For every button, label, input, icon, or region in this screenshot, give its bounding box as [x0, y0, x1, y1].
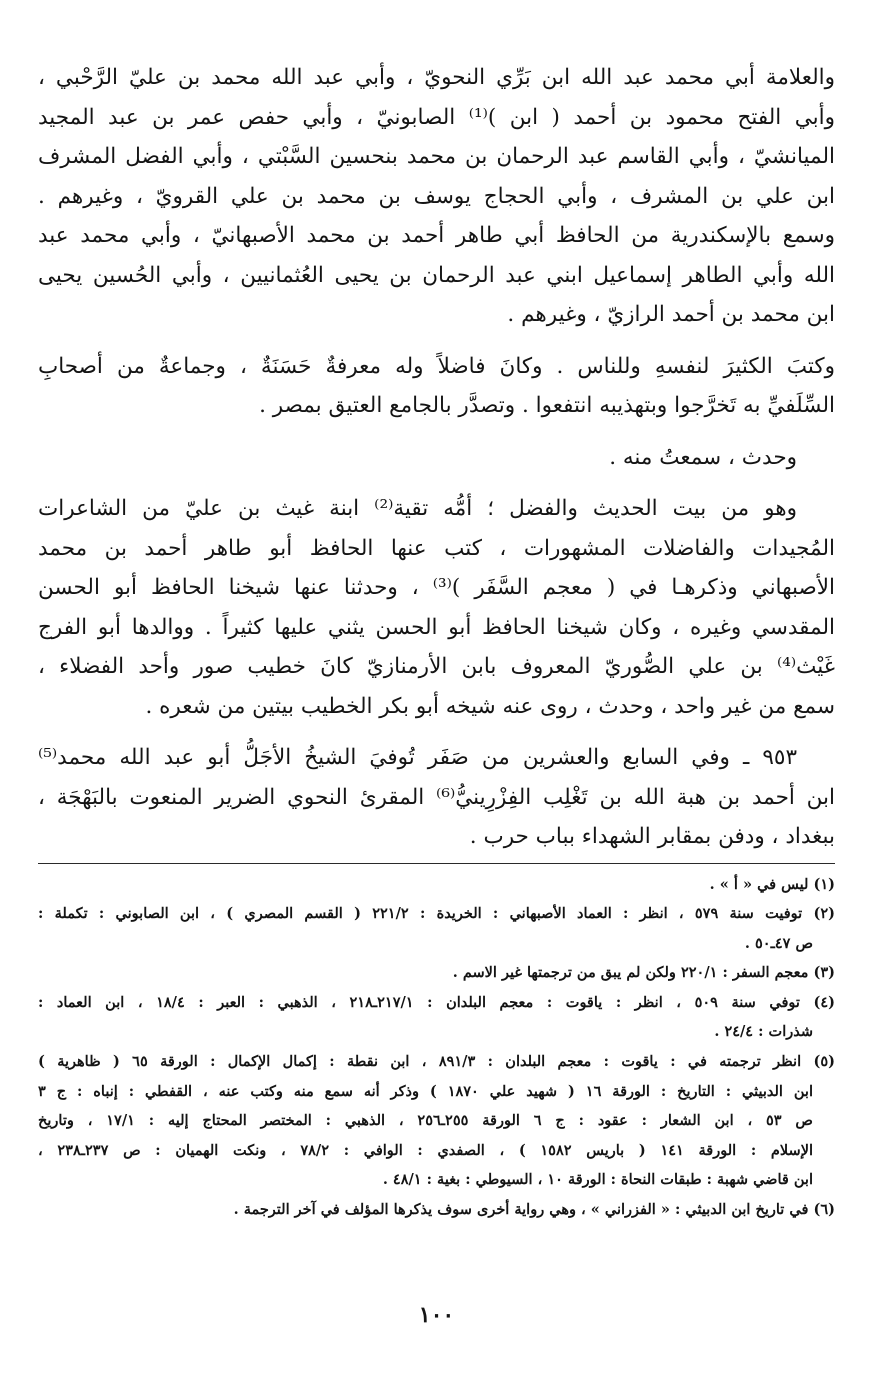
entry-heading-line: ٩٥٣ ـ وفي السابع والعشرين من صَفَر تُوفيَ الشيخُ الأجَلُّ أبو عبد الله محمد⁽⁵⁾ [38, 745, 797, 770]
text-line: المقدسي وغيره ، وكان شيخنا الحافظ أبو الحسن يثني عليها كثيراً . ووالدها أبو الفرج [38, 614, 835, 640]
footnote-continuation: الإسلام : الورقة ١٤١ ( باريس ١٥٨٢ ) ، الصفدي : الوافي : ٧٨/٢ ، ونكت الهميان : ص ٢٣٧ـ٢٣٨ ، [38, 1141, 813, 1159]
text-line: وحدث ، سمعتُ منه . [609, 444, 797, 470]
text-line: ببغداد ، ودفن بمقابر الشهداء بباب حرب . [469, 824, 835, 849]
text-line: الميانشيّ ، وأبي القاسم عبد الرحمان بن محمد بنحسين السَّبْتي ، وأبي الفضل المشرف [38, 144, 835, 169]
footnote-divider [38, 863, 835, 864]
text-line: السِّلَفيِّ به تَخرَّجوا وبتهذيبه انتفعوا . وتصدَّر بالجامع العتيق بمصر . [259, 393, 835, 418]
footnote: (٦) في تاريخ ابن الدبيثي : « الفزراني » ، وهي رواية أخرى سوف يذكرها المؤلف في آخر الترجمة . [233, 1201, 835, 1219]
footnote: (١) ليس في « أ » . [709, 875, 835, 893]
footnote: (٥) انظر ترجمته في : ياقوت : معجم البلدان : ٨٩١/٣ ، ابن نقطة : إكمال الإكمال : الورقة ٦٥ ( ظاهرية ) [38, 1053, 835, 1071]
text-line: ابن أحمد بن هبة الله بن تَغْلِب الفِزْرِينيُّ⁽⁶⁾ المقرئ النحوي الضرير المنعوت بالبَهْجَة ، [38, 784, 835, 810]
page-number: ١٠٠ [418, 1302, 455, 1328]
footnote-continuation: ص ٤٧ـ٥٠ . [744, 934, 813, 952]
text-line: وأبي الفتح محمود بن أحمد ( ابن )⁽¹⁾ الصابونيّ ، وأبي حفص عمر بن عبد المجيد [38, 104, 835, 130]
text-line: وسمع بالإسكندرية من الحافظ أبي طاهر أحمد بن محمد الأصبهانيّ ، وأبي محمد عبد [38, 223, 835, 248]
footnote-continuation: شذرات : ٢٤/٤ . [714, 1023, 813, 1041]
text-line: الله وأبي الطاهر إسماعيل ابني عبد الرحمان بن يحيى العُثمانيين ، وأبي الحُسين يحيى [38, 262, 835, 288]
text-line: وهو من بيت الحديث والفضل ؛ أمُّه تقية⁽²⁾ ابنة غيث بن عليّ من الشاعرات [38, 496, 797, 521]
footnote: (٤) توفي سنة ٥٠٩ ، انظر : ياقوت : معجم البلدان : ٢١٧/١ـ٢١٨ ، الذهبي : العبر : ١٨/٤ ، ابن العماد : [38, 993, 835, 1011]
text-line: المُجيدات والفاضلات المشهورات ، كتب عنها الحافظ أبو طاهر أحمد بن محمد [38, 535, 835, 561]
text-line: الأصبهاني وذكرهـا في ( معجم السَّفَر )⁽³⁾ ، وحدثنا عنها شيخنا الحافظ أبو الحسن [38, 575, 835, 600]
text-line: والعلامة أبي محمد عبد الله ابن بَرِّي النحويّ ، وأبي عبد الله محمد بن عليّ الرَّحْبي ، [38, 65, 835, 90]
main-text [38, 58, 835, 857]
text-line: غَيْث⁽⁴⁾ بن علي الصُّوريّ المعروف بابن الأرمنازيّ كانَ خطيب صور وأحد الفضلاء ، [38, 654, 835, 679]
text-line: ابن محمد بن أحمد الرازيّ ، وغيرهم . [507, 302, 835, 327]
footnote: (٣) معجم السفر : ٢٢٠/١ ولكن لم يبق من ترجمتها غير الاسم . [452, 964, 835, 982]
text-line: ابن علي بن المشرف ، وأبي الحجاج يوسف بن محمد بن علي القرويّ ، وغيرهم . [38, 183, 835, 209]
footnote-continuation: ابن قاضي شهبة : طبقات النحاة : الورقة ١٠ ، السيوطي : بغية : ٤٨/١ . [382, 1171, 813, 1189]
footnote-continuation: ابن الدبيثي : التاريخ : الورقة ١٦ ( شهيد علي ١٨٧٠ ) وذكر أنه سمع منه وكتب عنه ، القفطي : إنباه : ج ٣ [38, 1082, 813, 1100]
footnotes [38, 870, 835, 1225]
footnote: (٢) توفيت سنة ٥٧٩ ، انظر : العماد الأصبهاني : الخريدة : ٢٢١/٢ ( القسم المصري ) ، ابن الصابوني : تكملة : [38, 905, 835, 923]
footnote-continuation: ص ٥٣ ، ابن الشعار : عقود : ج ٦ الورقة ٢٥٥ـ٢٥٦ ، الذهبي : المختصر المحتاج إليه : ١٧/١ ، وتاريخ [38, 1112, 813, 1130]
text-line: وكتبَ الكثيرَ لنفسهِ وللناس . وكانَ فاضلاً وله معرفةٌ حَسَنَةٌ ، وجماعةٌ من أصحابِ [38, 353, 835, 379]
text-line: سمع من غير واحد ، وحدث ، روى عنه شيخه أبو بكر الخطيب بيتين من شعره . [145, 693, 835, 719]
